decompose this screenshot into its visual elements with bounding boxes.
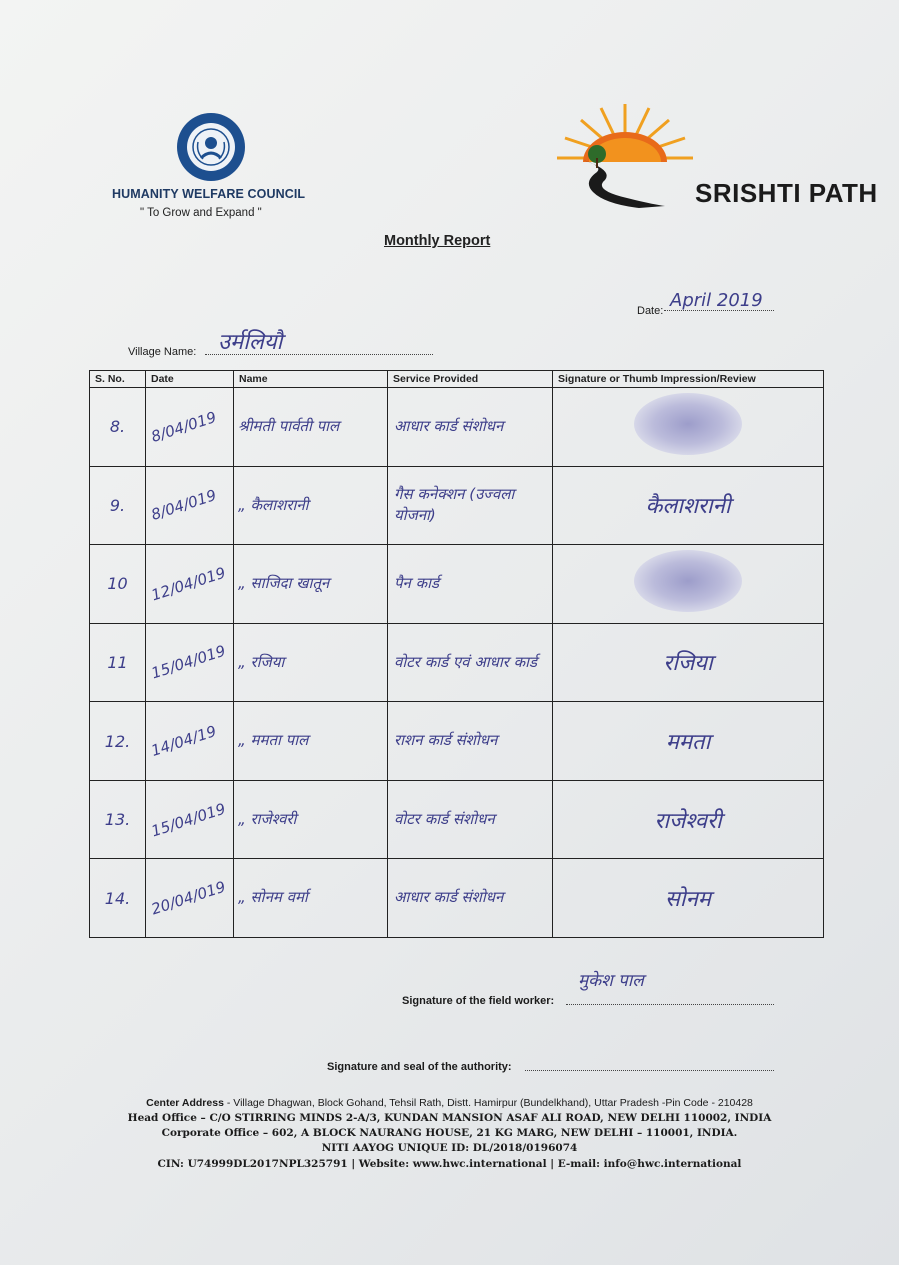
table-row bbox=[90, 702, 824, 781]
field-worker-signature-line bbox=[566, 1004, 774, 1005]
cell-name: „ रजिया bbox=[234, 623, 388, 702]
column-header-date: Date bbox=[146, 371, 234, 388]
cell-name: „ राजेश्वरी bbox=[234, 780, 388, 859]
cell-name: „ साजिदा खातून bbox=[234, 545, 388, 624]
head-office-label: Head Office bbox=[127, 1112, 197, 1124]
cell-date bbox=[146, 859, 234, 938]
cell-name: श्रीमती पार्वती पाल bbox=[234, 388, 388, 467]
cell-name: „ सोनम वर्मा bbox=[234, 859, 388, 938]
cell-signature: कैलाशरानी bbox=[553, 466, 824, 545]
village-name-label: Village Name: bbox=[128, 346, 197, 358]
column-header-sno: S. No. bbox=[90, 371, 146, 388]
table-row bbox=[90, 466, 824, 545]
cell-signature: ममता bbox=[553, 702, 824, 781]
cell-service: आधार कार्ड संशोधन bbox=[388, 388, 553, 467]
cell-date-text: 20/04/019 bbox=[149, 877, 228, 919]
cell-date bbox=[146, 780, 234, 859]
cell-name: „ ममता पाल bbox=[234, 702, 388, 781]
field-worker-signature-label: Signature of the field worker: bbox=[402, 995, 555, 1007]
corporate-office bbox=[0, 1127, 899, 1139]
cell-signature: सोनम bbox=[553, 859, 824, 938]
table-row bbox=[90, 859, 824, 938]
cell-date bbox=[146, 545, 234, 624]
srishti-path-logo bbox=[553, 100, 698, 212]
table-row bbox=[90, 780, 824, 859]
niti-aayog-id: NITI AAYOG UNIQUE ID: DL/2018/0196074 bbox=[321, 1142, 578, 1154]
cell-sno: 9. bbox=[90, 466, 146, 545]
authority-signature-label: Signature and seal of the authority: bbox=[327, 1061, 512, 1073]
service-table bbox=[89, 370, 824, 938]
org-tagline: " To Grow and Expand " bbox=[140, 207, 262, 219]
cell-service: राशन कार्ड संशोधन bbox=[388, 702, 553, 781]
column-header-service: Service Provided bbox=[388, 371, 553, 388]
report-title: Monthly Report bbox=[384, 233, 491, 249]
head-office-text: – C/O STIRRING MINDS 2-A/3, KUNDAN MANSION ASAF ALI ROAD, NEW DELHI 110002, INDIA bbox=[196, 1112, 772, 1124]
table-row bbox=[90, 545, 824, 624]
cell-sno: 8. bbox=[90, 388, 146, 467]
cell-sno: 12. bbox=[90, 702, 146, 781]
head-office bbox=[0, 1112, 899, 1124]
cell-sno: 10 bbox=[90, 545, 146, 624]
date-value: April 2019 bbox=[670, 290, 763, 311]
column-header-name: Name bbox=[234, 371, 388, 388]
cell-date bbox=[146, 623, 234, 702]
cell-service: गैस कनेक्शन (उज्वला योजना) bbox=[388, 466, 553, 545]
thumb-impression bbox=[634, 550, 742, 612]
cell-signature: रजिया bbox=[553, 623, 824, 702]
village-name-value: उर्मलियौ bbox=[218, 330, 283, 355]
cell-name: „ कैलाशरानी bbox=[234, 466, 388, 545]
corporate-office-text: – 602, A BLOCK NAURANG HOUSE, 21 KG MARG, NEW DELHI – 110001, INDIA. bbox=[259, 1127, 738, 1139]
cell-date-text: 15/04/019 bbox=[149, 799, 228, 841]
table-row bbox=[90, 388, 824, 467]
org-name: HUMANITY WELFARE COUNCIL bbox=[112, 187, 306, 201]
partner-name: SRISHTI PATH bbox=[695, 178, 878, 208]
table-body bbox=[90, 388, 824, 938]
table-row bbox=[90, 623, 824, 702]
cell-service: वोटर कार्ड संशोधन bbox=[388, 780, 553, 859]
corporate-office-label: Corporate Office bbox=[161, 1127, 260, 1139]
cell-sno: 14. bbox=[90, 859, 146, 938]
cell-service: आधार कार्ड संशोधन bbox=[388, 859, 553, 938]
cell-service: पैन कार्ड bbox=[388, 545, 553, 624]
column-header-signature: Signature or Thumb Impression/Review bbox=[553, 371, 824, 388]
cell-signature bbox=[553, 388, 824, 467]
thumb-impression bbox=[634, 393, 742, 455]
center-address-text: - Village Dhagwan, Block Gohand, Tehsil Rath, Distt. Hamirpur (Bundelkhand), Uttar Pradesh -Pin Code - 210428 bbox=[223, 1097, 753, 1109]
cell-signature bbox=[553, 545, 824, 624]
center-address bbox=[0, 1097, 899, 1109]
table-header-row bbox=[90, 371, 824, 388]
cell-date bbox=[146, 388, 234, 467]
cell-signature: राजेश्वरी bbox=[553, 780, 824, 859]
cell-date-text: 12/04/019 bbox=[149, 563, 228, 605]
cell-sno: 13. bbox=[90, 780, 146, 859]
cin-contact-line: CIN: U74999DL2017NPL325791 | Website: www.hwc.international | E-mail: info@hwc.international bbox=[157, 1158, 742, 1170]
field-worker-signature: मुकेश पाल bbox=[578, 971, 644, 991]
cell-date-text: 15/04/019 bbox=[149, 642, 228, 683]
cell-sno: 11 bbox=[90, 623, 146, 702]
authority-signature-line bbox=[525, 1070, 774, 1071]
cell-service: वोटर कार्ड एवं आधार कार्ड bbox=[388, 623, 553, 702]
cell-date bbox=[146, 466, 234, 545]
cell-date bbox=[146, 702, 234, 781]
date-label: Date: bbox=[637, 305, 664, 317]
center-address-label: Center Address bbox=[146, 1097, 224, 1109]
cell-date-text: 14/04/19 bbox=[148, 722, 219, 761]
cell-date-text: 8/04/019 bbox=[148, 407, 219, 446]
humanity-welfare-council-logo bbox=[176, 112, 246, 182]
cell-date-text: 8/04/019 bbox=[148, 486, 219, 525]
